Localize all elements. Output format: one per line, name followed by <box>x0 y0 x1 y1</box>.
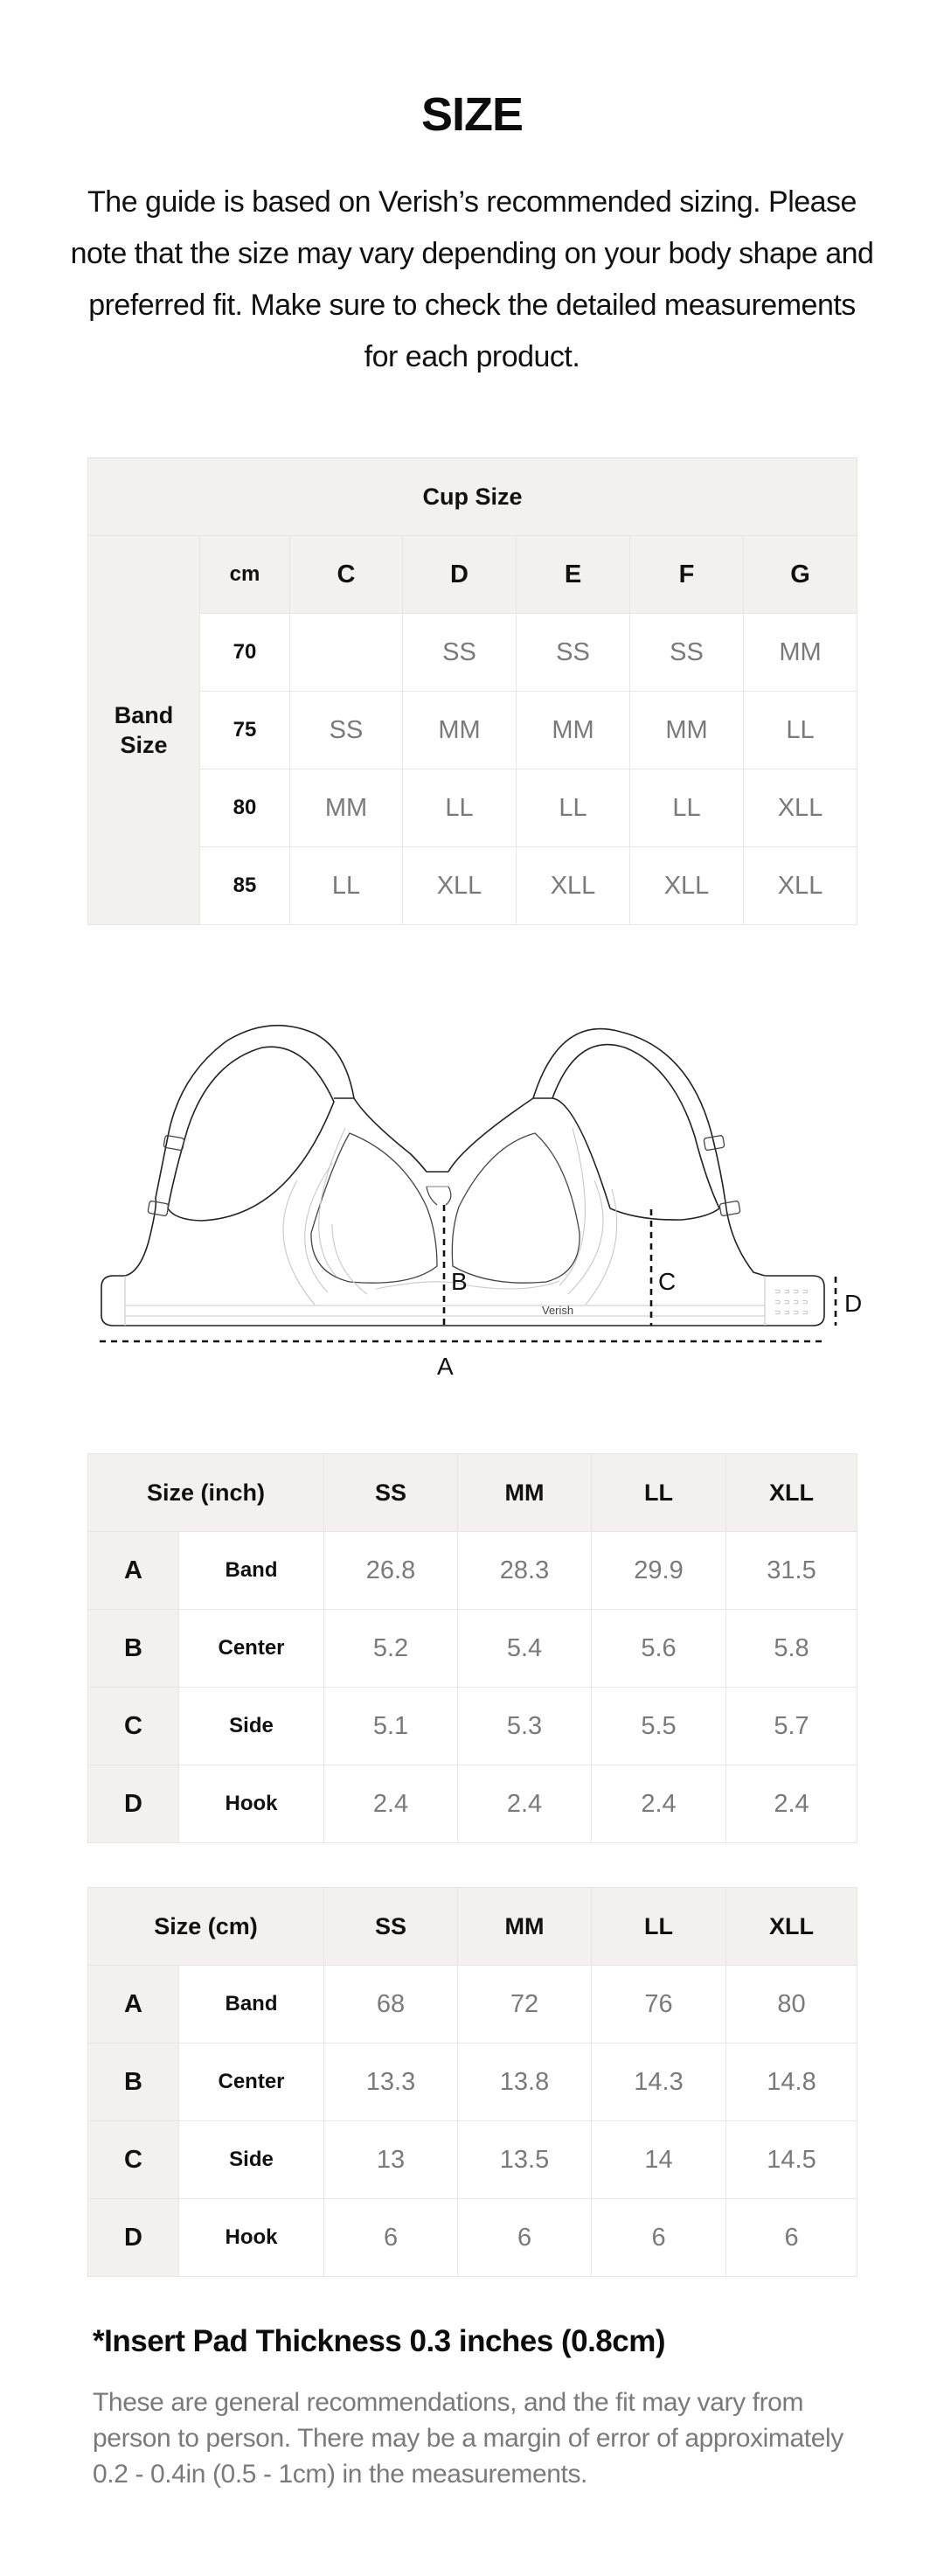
size-cell: XLL <box>403 847 517 925</box>
band-value: 80 <box>200 769 290 847</box>
table-row <box>88 1610 857 1688</box>
size-cell: XLL <box>744 769 857 847</box>
table-row <box>88 2121 857 2199</box>
fit-disclaimer: These are general recommendations, and the fit may vary from person to person. There may be a margin of error of approximately 0.2 - 0.4in (0.5 - 1cm) in the measurements. <box>93 2388 843 2489</box>
cup-header-c: C <box>290 536 403 614</box>
cup-header-d: D <box>403 536 517 614</box>
size-header-ss: SS <box>324 1454 458 1532</box>
measure-name: Center <box>179 1610 324 1688</box>
insert-pad-note: *Insert Pad Thickness 0.3 inches (0.8cm) <box>93 2324 666 2358</box>
measure-letter: A <box>88 1966 179 2043</box>
measure-value: 13.8 <box>458 2043 592 2121</box>
measure-value: 5.6 <box>592 1610 726 1688</box>
label-a: A <box>437 1353 454 1380</box>
cup-header-row <box>88 536 857 614</box>
cup-header-e: E <box>517 536 630 614</box>
cup-size-heading: Cup Size <box>88 458 857 536</box>
size-cell: MM <box>403 692 517 769</box>
unit-label: cm <box>200 536 290 614</box>
measure-value: 13.5 <box>458 2121 592 2199</box>
inch-measurement-table <box>87 1453 857 1843</box>
cup-size-table <box>87 457 857 925</box>
size-cell: XLL <box>517 847 630 925</box>
size-cell: LL <box>517 769 630 847</box>
cm-header-row <box>88 1888 857 1966</box>
measure-value: 14.5 <box>726 2121 857 2199</box>
measure-letter: C <box>88 2121 179 2199</box>
measure-value: 5.5 <box>592 1688 726 1765</box>
measure-value: 72 <box>458 1966 592 2043</box>
size-header-ll: LL <box>592 1888 726 1966</box>
measure-value: 68 <box>324 1966 458 2043</box>
band-size-label: Band Size <box>88 536 200 925</box>
measure-value: 14 <box>592 2121 726 2199</box>
measure-value: 29.9 <box>592 1532 726 1610</box>
size-cell <box>290 614 403 692</box>
table-row <box>88 1688 857 1765</box>
measure-value: 5.3 <box>458 1688 592 1765</box>
label-c: C <box>658 1268 677 1295</box>
size-cell: LL <box>744 692 857 769</box>
size-cell: MM <box>630 692 744 769</box>
cup-header-f: F <box>630 536 744 614</box>
cup-header-g: G <box>744 536 857 614</box>
label-d: D <box>844 1290 863 1317</box>
measure-name: Side <box>179 2121 324 2199</box>
table-row <box>88 2199 857 2277</box>
measure-value: 6 <box>458 2199 592 2277</box>
size-cell: MM <box>290 769 403 847</box>
size-header-ss: SS <box>324 1888 458 1966</box>
brand-mark: Verish <box>542 1304 574 1317</box>
size-header-xll: XLL <box>726 1888 857 1966</box>
measure-value: 5.2 <box>324 1610 458 1688</box>
band-value: 85 <box>200 847 290 925</box>
measure-letter: D <box>88 2199 179 2277</box>
intro-text: The guide is based on Verish’s recommended sizing. Please note that the size may vary depending on your body shape and preferred fit. Make sure to check the detailed measurements for each product. <box>70 185 874 373</box>
measure-value: 28.3 <box>458 1532 592 1610</box>
label-b: B <box>451 1268 468 1295</box>
measure-letter: A <box>88 1532 179 1610</box>
measure-value: 2.4 <box>726 1765 857 1843</box>
table-row <box>88 614 857 692</box>
bra-illustration-icon <box>0 1006 944 1399</box>
table-row <box>88 692 857 769</box>
size-cell: MM <box>517 692 630 769</box>
measure-name: Center <box>179 2043 324 2121</box>
size-cell: SS <box>517 614 630 692</box>
table-row <box>88 769 857 847</box>
table-row <box>88 2043 857 2121</box>
measure-value: 31.5 <box>726 1532 857 1610</box>
measure-name: Band <box>179 1966 324 2043</box>
measure-letter: C <box>88 1688 179 1765</box>
size-cell: MM <box>744 614 857 692</box>
measure-value: 14.3 <box>592 2043 726 2121</box>
size-cell: XLL <box>630 847 744 925</box>
table-row <box>88 1966 857 2043</box>
measure-letter: B <box>88 2043 179 2121</box>
table-row <box>88 1765 857 1843</box>
measure-letter: B <box>88 1610 179 1688</box>
measure-name: Side <box>179 1688 324 1765</box>
measure-value: 76 <box>592 1966 726 2043</box>
measure-value: 6 <box>324 2199 458 2277</box>
size-cell: XLL <box>744 847 857 925</box>
table-row <box>88 847 857 925</box>
measure-value: 14.8 <box>726 2043 857 2121</box>
size-header-ll: LL <box>592 1454 726 1532</box>
inch-table-title: Size (inch) <box>88 1454 324 1532</box>
size-header-xll: XLL <box>726 1454 857 1532</box>
measure-value: 13.3 <box>324 2043 458 2121</box>
measure-value: 6 <box>592 2199 726 2277</box>
svg-text:⊃ ⊃ ⊃ ⊃: ⊃ ⊃ ⊃ ⊃ <box>774 1309 809 1318</box>
cup-title-row <box>88 458 857 536</box>
measure-value: 26.8 <box>324 1532 458 1610</box>
size-cell: LL <box>630 769 744 847</box>
measure-value: 2.4 <box>592 1765 726 1843</box>
inch-header-row <box>88 1454 857 1532</box>
band-value: 70 <box>200 614 290 692</box>
measure-value: 5.1 <box>324 1688 458 1765</box>
svg-text:⊃ ⊃ ⊃ ⊃: ⊃ ⊃ ⊃ ⊃ <box>774 1288 809 1297</box>
measure-value: 5.7 <box>726 1688 857 1765</box>
size-header-mm: MM <box>458 1454 592 1532</box>
size-header-mm: MM <box>458 1888 592 1966</box>
band-value: 75 <box>200 692 290 769</box>
measure-value: 2.4 <box>458 1765 592 1843</box>
measure-letter: D <box>88 1765 179 1843</box>
size-cell: LL <box>403 769 517 847</box>
measure-name: Band <box>179 1532 324 1610</box>
size-cell: SS <box>403 614 517 692</box>
cm-measurement-table <box>87 1887 857 2277</box>
measure-value: 80 <box>726 1966 857 2043</box>
page-title: SIZE <box>420 88 524 141</box>
measure-name: Hook <box>179 2199 324 2277</box>
measure-value: 2.4 <box>324 1765 458 1843</box>
measure-value: 13 <box>324 2121 458 2199</box>
measure-value: 5.8 <box>726 1610 857 1688</box>
svg-text:⊃ ⊃ ⊃ ⊃: ⊃ ⊃ ⊃ ⊃ <box>774 1298 809 1307</box>
size-cell: LL <box>290 847 403 925</box>
cm-table-title: Size (cm) <box>88 1888 324 1966</box>
size-cell: SS <box>630 614 744 692</box>
size-cell: SS <box>290 692 403 769</box>
measure-value: 5.4 <box>458 1610 592 1688</box>
measure-value: 6 <box>726 2199 857 2277</box>
table-row <box>88 1532 857 1610</box>
bra-measurement-diagram <box>0 1006 944 1399</box>
measure-name: Hook <box>179 1765 324 1843</box>
